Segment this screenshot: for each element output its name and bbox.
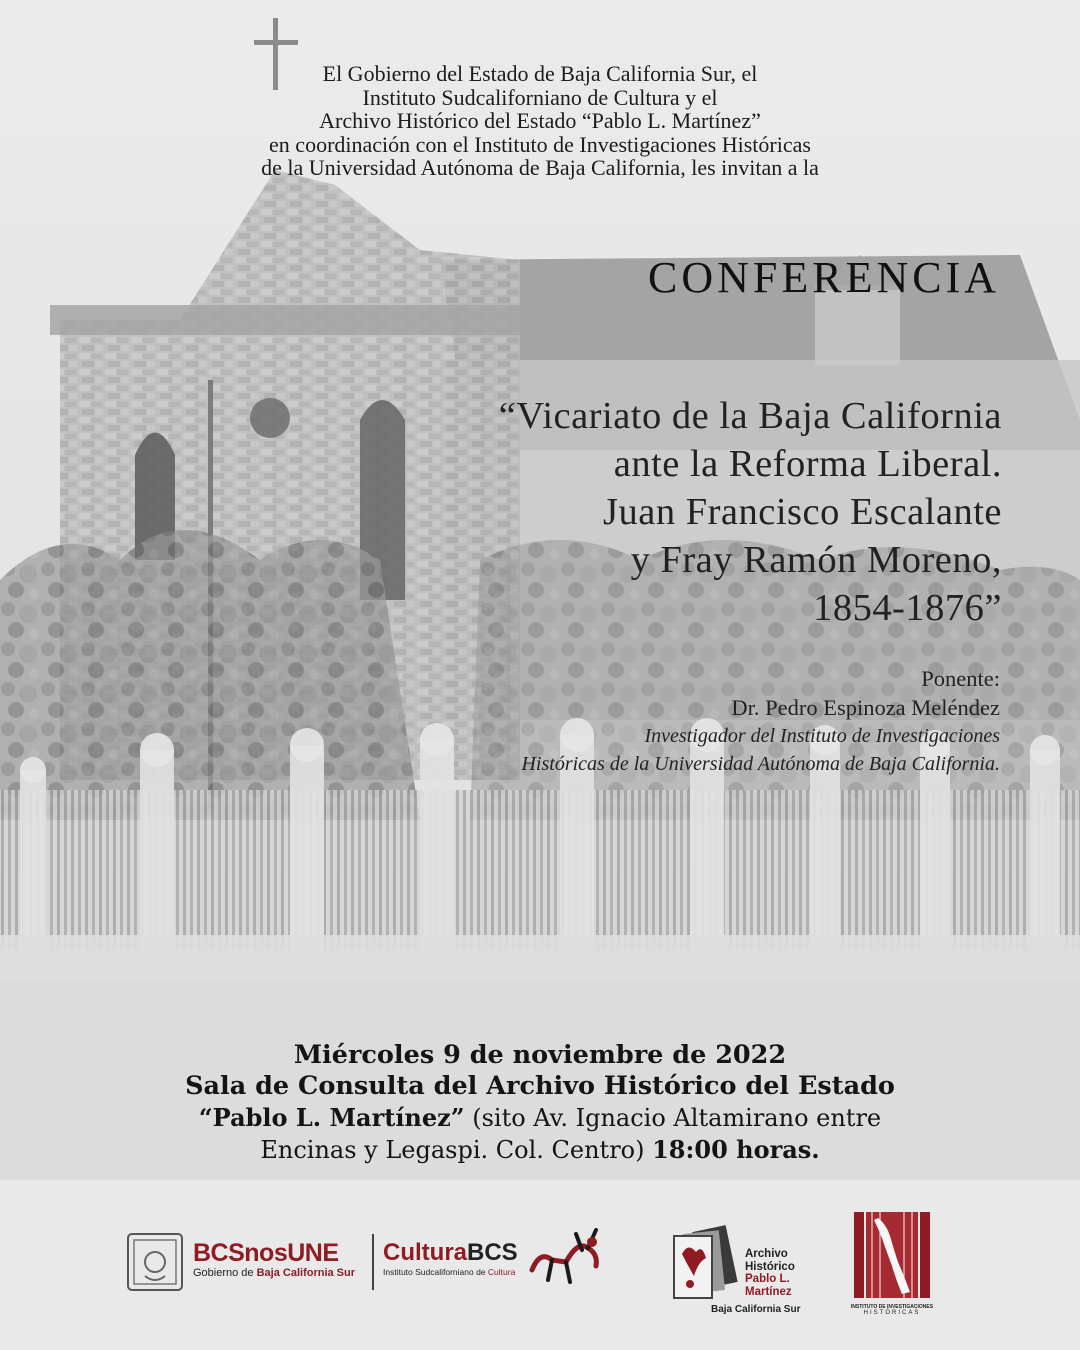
title-line: 1854-1876”: [813, 587, 1002, 629]
archivo-line: Histórico: [745, 1260, 795, 1273]
intro-block: [0, 62, 1080, 180]
event-time: 18:00 horas.: [652, 1135, 820, 1164]
event-details: [110, 1040, 970, 1166]
coat-of-arms-icon: [126, 1232, 184, 1294]
speaker-affiliation: Históricas de la Universidad Autónoma de Baja California.: [521, 753, 1000, 775]
iih-text: [850, 1304, 934, 1317]
archivo-line: Martínez: [745, 1285, 792, 1298]
address-part: Encinas y Legaspi. Col. Centro): [260, 1136, 653, 1164]
intro-line: de la Universidad Autónoma de Baja California, les invitan a la: [261, 155, 819, 180]
bcs-sub-a: Gobierno de: [193, 1267, 257, 1279]
event-address-line: [110, 1102, 970, 1134]
event-date: Miércoles 9 de noviembre de 2022: [293, 1040, 787, 1070]
sponsor-logos: [0, 1200, 1080, 1320]
speaker-affiliation: Investigador del Instituto de Investigaciones: [644, 725, 1000, 747]
iih-line: INSTITUTO DE INVESTIGACIONES: [850, 1304, 934, 1310]
cultura-sub-b: Cultura: [487, 1267, 516, 1277]
logo-divider: [372, 1234, 374, 1290]
intro-line: El Gobierno del Estado de Baja California Sur, el: [322, 61, 758, 86]
speaker-label: Ponente:: [921, 666, 1000, 691]
venue-name: “Pablo L. Martínez”: [198, 1103, 465, 1132]
speaker-name: Dr. Pedro Espinoza Meléndez: [731, 695, 1000, 720]
bcs-logo-text: BCSnosUNE: [193, 1239, 339, 1267]
event-address-line: [110, 1134, 970, 1166]
bcs-logo-subtitle: [193, 1266, 355, 1280]
title-line: ante la Reforma Liberal.: [613, 443, 1002, 485]
title-line: Juan Francisco Escalante: [603, 491, 1002, 533]
bcs-sub-b: Baja California Sur: [256, 1267, 356, 1279]
bcs-logo: [193, 1240, 355, 1280]
cultura-a: Cultura: [383, 1239, 467, 1266]
cultura-sub-a: Instituto Sudcaliforniano de: [383, 1267, 488, 1277]
iih-map-icon: [852, 1210, 932, 1302]
cave-painting-figure-icon: [526, 1220, 606, 1290]
archivo-line: Pablo L.: [745, 1273, 790, 1285]
speaker-block: [521, 664, 1000, 778]
archivo-bottom-text: Baja California Sur: [711, 1304, 801, 1315]
title-line: y Fray Ramón Moreno,: [630, 539, 1002, 581]
intro-line: Archivo Histórico del Estado “Pablo L. Martínez”: [319, 108, 761, 133]
conference-heading: CONFERENCIA: [647, 253, 1000, 302]
intro-line: Instituto Sudcaliforniano de Cultura y el: [362, 84, 718, 110]
cultura-logo-subtitle: [383, 1266, 518, 1278]
cultura-logo-text: [383, 1240, 518, 1266]
cultura-logo: [383, 1240, 518, 1278]
event-venue: Sala de Consulta del Archivo Histórico del Estado: [185, 1071, 895, 1101]
archivo-cards-icon: [668, 1218, 754, 1304]
cultura-b: BCS: [467, 1239, 518, 1266]
address-part: (sito Av. Ignacio Altamirano entre: [464, 1104, 882, 1132]
iih-line: HISTÓRICAS: [863, 1310, 921, 1316]
archivo-line: Archivo: [745, 1248, 788, 1260]
title-line: “Vicariato de la Baja California: [498, 395, 1002, 437]
intro-line: en coordinación con el Instituto de Investigaciones Históricas: [269, 131, 811, 157]
lecture-title: [499, 392, 1002, 632]
archivo-logo-text: [745, 1248, 795, 1298]
